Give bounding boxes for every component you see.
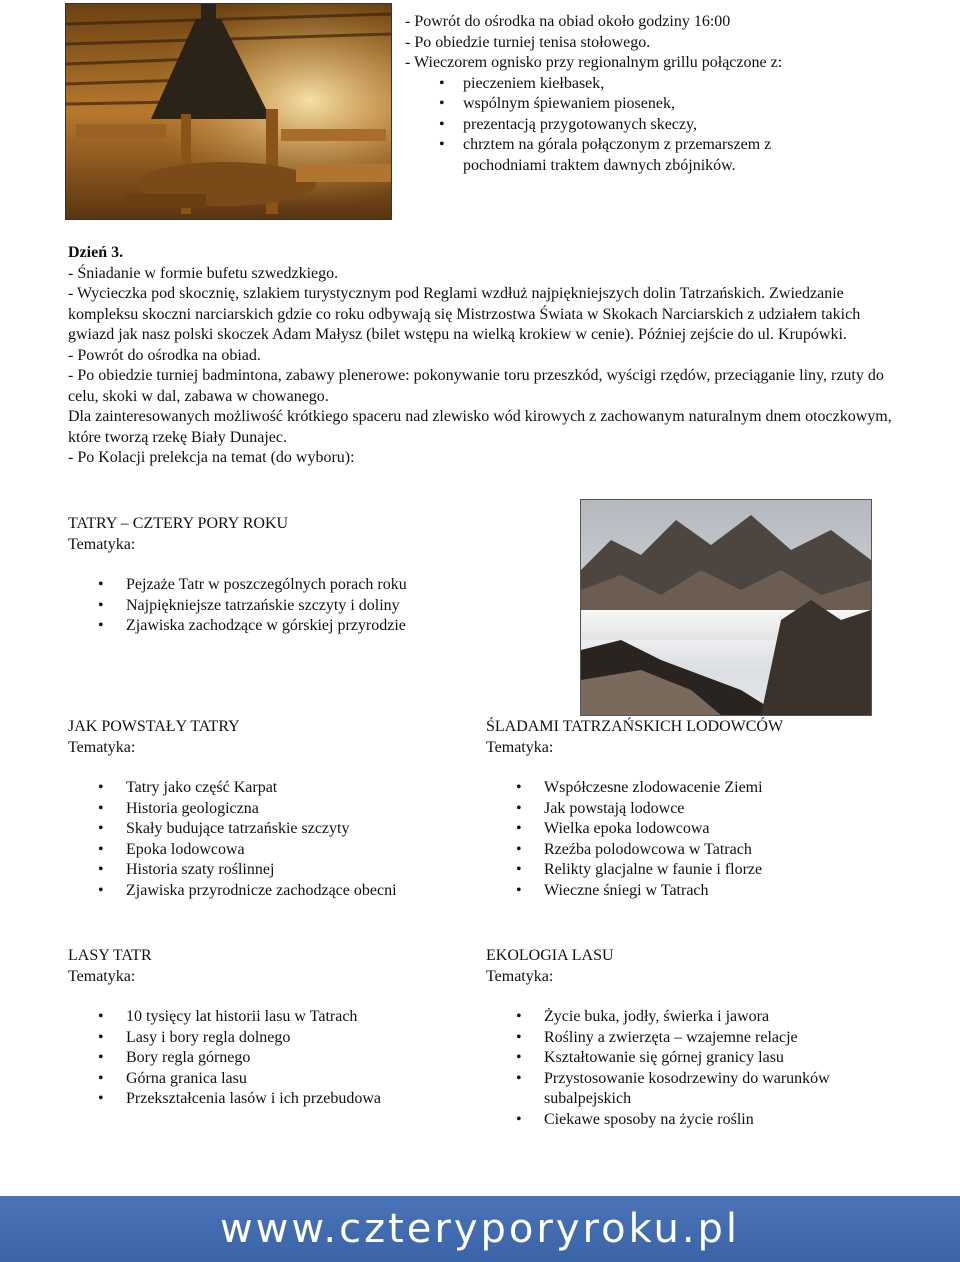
list-item: • Relikty glacjalne w faunie i florze (486, 860, 876, 881)
list-item: • Najpiękniejsze tatrzańskie szczyty i doliny (68, 596, 458, 617)
topic-title: JAK POWSTAŁY TATRY (68, 718, 240, 735)
list-item: • Jak powstają lodowce (486, 799, 876, 820)
intro-line: - Powrót do ośrodka na obiad około godziny 16:00 (405, 13, 731, 30)
topic-block (68, 717, 458, 901)
list-item: • Wieczne śniegi w Tatrach (486, 881, 876, 902)
topic-block (68, 946, 458, 1110)
list-item: • Górna granica lasu (68, 1069, 458, 1090)
list-item: • Zjawiska przyrodnicze zachodzące obecni (68, 881, 458, 902)
list-item: • Bory regla górnego (68, 1048, 458, 1069)
topic-title: TATRY – CZTERY PORY ROKU (68, 515, 289, 532)
list-item: • 10 tysięcy lat historii lasu w Tatrach (68, 1007, 458, 1028)
topic-list (68, 575, 458, 637)
list-item: • Życie buka, jodły, świerka i jawora (486, 1007, 886, 1028)
topic-title: LASY TATR (68, 947, 152, 964)
day-paragraph: - Powrót do ośrodka na obiad. (68, 346, 261, 364)
intro-line: - Wieczorem ognisko przy regionalnym grillu połączone z: (405, 54, 783, 71)
list-item: • Wielka epoka lodowcowa (486, 819, 876, 840)
list-item: • Zjawiska zachodzące w górskiej przyrodzie (68, 616, 458, 637)
topic-subtitle: Tematyka: (486, 738, 554, 756)
topic-subtitle: Tematyka: (486, 967, 554, 985)
topic-title: EKOLOGIA LASU (486, 947, 614, 964)
list-item: • Epoka lodowcowa (68, 840, 458, 861)
list-item: • Lasy i bory regla dolnego (68, 1028, 458, 1049)
list-item: • prezentacją przygotowanych skeczy, (405, 115, 925, 136)
day3-section (68, 243, 898, 469)
topic-list (486, 778, 876, 901)
topic-title: ŚLADAMI TATRZAŃSKICH LODOWCÓW (486, 718, 784, 735)
day-paragraph: - Śniadanie w formie bufetu szwedzkiego. (68, 264, 339, 282)
list-item: • Współczesne zlodowacenie Ziemi (486, 778, 876, 799)
topic-subtitle: Tematyka: (68, 738, 136, 756)
list-item: • Tatry jako część Karpat (68, 778, 458, 799)
topic-list (68, 778, 458, 901)
list-item: • Przystosowanie kosodrzewiny do warunków subalpejskich (486, 1069, 874, 1110)
list-item: • chrztem na górala połączonym z przemarszem z pochodniami traktem dawnych zbójników. (405, 135, 808, 176)
intro-line: - Po obiedzie turniej tenisa stołowego. (405, 33, 651, 51)
day-paragraph: - Po Kolacji prelekcja na temat (do wyboru): (68, 449, 355, 466)
shelter-photo (65, 3, 392, 220)
day-paragraph: - Po obiedzie turniej badmintona, zabawy plenerowe: pokonywanie toru przeszkód, wyścigi rzędów, przeciąganie liny, rzuty do celu, skoki w dal, zabawa w chowanego. (68, 367, 884, 405)
list-item: • Kształtowanie się górnej granicy lasu (486, 1048, 886, 1069)
list-item: • pieczeniem kiełbasek, (405, 74, 925, 95)
topic-subtitle: Tematyka: (68, 967, 136, 985)
list-item: • Historia geologiczna (68, 799, 458, 820)
list-item: • Ciekawe sposoby na życie roślin (486, 1110, 886, 1131)
list-item: • Rzeźba polodowcowa w Tatrach (486, 840, 876, 861)
topic-block (68, 514, 458, 637)
list-item: • Przekształcenia lasów i ich przebudowa (68, 1089, 458, 1110)
mountains-photo (580, 499, 872, 716)
list-item: • Rośliny a zwierzęta – wzajemne relacje (486, 1028, 886, 1049)
topic-list (486, 1007, 886, 1130)
day-paragraph: Dla zainteresowanych możliwość krótkiego spaceru nad zlewisko wód kirowych z zachowanym naturalnym dnem otoczkowym, które tworzą rzekę Biały Dunajec. (68, 408, 892, 446)
list-item: • Skały budujące tatrzańskie szczyty (68, 819, 458, 840)
list-item: • Historia szaty roślinnej (68, 860, 458, 881)
topic-block (486, 946, 886, 1130)
intro-bullet-list (405, 74, 925, 177)
intro-section (405, 12, 925, 176)
footer-url[interactable]: www.czteryporyroku.pl (219, 1206, 741, 1252)
topic-list (68, 1007, 458, 1110)
topic-block (486, 717, 876, 901)
day-title: Dzień 3. (68, 244, 124, 261)
day-paragraph: - Wycieczka pod skocznię, szlakiem turystycznym pod Reglami wzdłuż najpiękniejszych dolin Tatrzańskich. Zwiedzanie kompleksu skoczni narciarskich gdzie co roku odbywają się Mistrzostwa Świata w Skokach Narciarskich z udziałem takich gwiazd jak nasz polski skoczek Adam Małysz (bilet wstępu na wielką krokiew w cenie). Później zejście do ul. Krupówki. (68, 285, 861, 343)
footer-banner (0, 1196, 960, 1262)
list-item: • Pejzaże Tatr w poszczególnych porach roku (68, 575, 458, 596)
topic-subtitle: Tematyka: (68, 535, 136, 553)
list-item: • wspólnym śpiewaniem piosenek, (405, 94, 925, 115)
